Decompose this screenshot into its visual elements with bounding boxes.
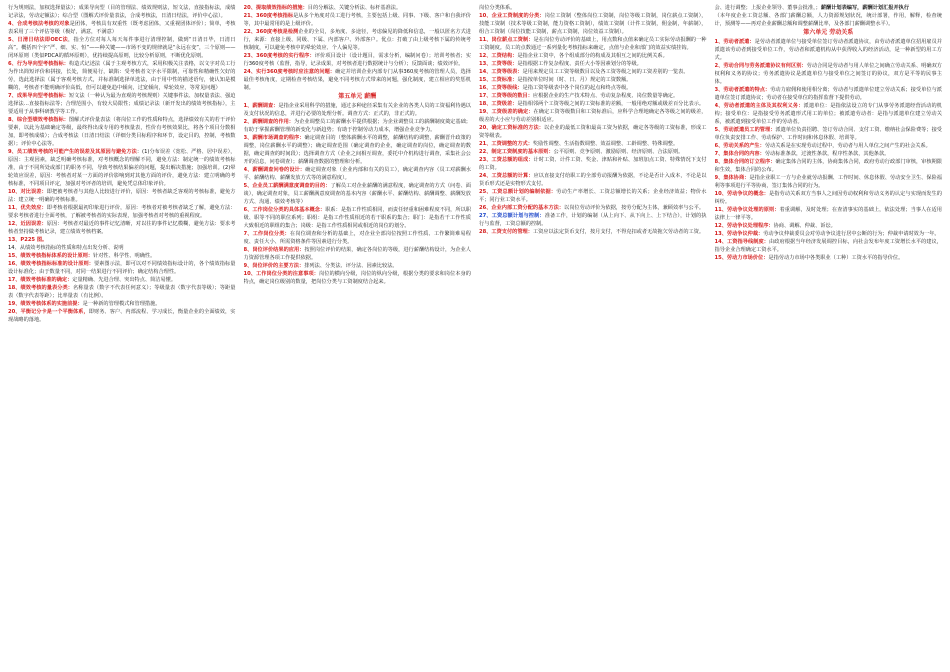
paragraph (8, 284, 236, 300)
paragraph-lead: 15、工资标准： (479, 77, 518, 83)
paragraph (479, 92, 707, 100)
paragraph-body: 着重调解，及时处理；在查清事实的基础上，依法处理；当事人在适用法律上一律平等。 (714, 207, 942, 221)
paragraph-body: 是指工资等级表中各个岗位的起点和终点等级。 (522, 85, 632, 91)
paragraph-lead: 12、近因误差： (8, 221, 47, 227)
paragraph-body: 即财务、客户、内部流程、学习成长，衡量企业的全面绩效，实现战略的落地。 (8, 309, 236, 323)
paragraph-lead: 7、集体合同的内容： (714, 151, 765, 157)
paragraph (479, 148, 707, 156)
paragraph (8, 148, 236, 188)
paragraph-lead: 4、劳动者派遣的主体及其权利义务： (714, 103, 804, 109)
paragraph-body: 派遣单位负责招聘、签订劳动合同、支付工资、缴纳社会保险费等；接受单位负责安排工作、劳动保护、工作时间和休息休假、培训等。 (714, 127, 942, 141)
paragraph (715, 254, 943, 262)
paragraph-body: 按照岗位评价的结果，确定各岗位的等级，进行薪酬结构设计，为企业人力资源管理各项工作提供依据。 (243, 247, 471, 261)
paragraph-body: 劳动力雇佣和使用相分离；劳动者与派遣单位建立劳动关系；接受单位与派遣单位签订派遣协议；劳动者在接受单位的指挥监督下提供劳动。 (714, 87, 942, 101)
paragraph (479, 228, 707, 236)
paragraph (244, 118, 472, 134)
paragraph (244, 28, 472, 52)
paragraph (479, 76, 707, 84)
paragraph-body: 评价项目设计（设计题目，需求分析，编制问卷）；培训考核者；实行360度考核（监督，指导，记录成果，对考核者进行数据统计与分析）；反馈面谈；绩效评价。 (243, 53, 471, 67)
paragraph (715, 142, 943, 150)
paragraph-lead: 14、工资指导线制度： (714, 239, 769, 245)
paragraph-body: 准备工作，计划的编制（从上向下、从下向上、上下结合），计划的执行与监督，工资总额的控制。 (479, 213, 707, 227)
section-heading: 第六单元 劳动关系 (803, 29, 854, 36)
text-column-4 (715, 4, 943, 668)
paragraph-body: 在岗位调查和分析的基础上，对企业全部岗位按照工作性质、工作繁简难易程度、责任大小、所需资格条件等因素进行分类。 (243, 231, 471, 245)
paragraph-lead: 4、合成考核法考核的对象 (8, 21, 70, 27)
paragraph-lead: 26、企业内部工资分配的基本方法： (479, 205, 565, 211)
paragraph-lead: 20、提取绩效指标的措施： (243, 5, 308, 11)
paragraph-lead: 岗位分类体系。 (479, 5, 516, 11)
paragraph-body: 劳动合同是劳动者与用人单位之间确立劳动关系、明确双方权利和义务的协议；劳务派遣协议是派遣单位与接受单位之间签订的协议，双方是平等的民事主体。 (714, 63, 942, 85)
paragraph-body: 了解员工对企业薪酬的满意程度，确定调查的方式（问卷、面谈），确定调查对象，员工薪酬满意度调查的基本内容（薪酬水平、薪酬结构、薪酬调整、薪酬发放方式、沟通、绩效考核等） (243, 183, 471, 205)
paragraph (244, 68, 472, 92)
paragraph-lead: 23、360度考核的实行程序： (243, 53, 315, 59)
paragraph (244, 206, 472, 230)
paragraph (479, 204, 707, 212)
paragraph-lead: 20、平衡记分卡是一个平衡体系， (8, 309, 89, 315)
paragraph (715, 206, 943, 222)
paragraph-body: 为企业调整员工的薪酬水平提供根据；为企业调整员工的薪酬制度奠定基础；有助于掌握薪酬管理的新变化与新趋势；有助于控制劳动力成本，增强企业竞争力。 (243, 119, 471, 133)
paragraph (715, 158, 943, 174)
paragraph-lead: 15、劳动力市场价位： (714, 255, 769, 261)
paragraph (8, 20, 236, 36)
paragraph (244, 12, 472, 28)
paragraph-body: 目的分解法、关键分析法、标杆基准法。 (307, 5, 402, 11)
paragraph-body: 应根据企业的生产技术特点、劳动复杂程度、岗位数量等确定。 (532, 93, 679, 99)
paragraph-body: 由政府根据当年经济发展调控目标，向社会发布年度工资增长水平的建议，指导企业合理确定工资水平。 (714, 239, 942, 253)
paragraph-body: 要素图示法，即可以对不同绩效指标设计的，各个绩效指标量设计标准化；由于数量不同，对同一结果进行不同评价；确定结构合理性。 (8, 261, 236, 275)
paragraph-lead: 会、进行调整；上报企业领导、董事会批准，； (714, 5, 821, 11)
text-column-3 (479, 4, 707, 668)
paragraph (244, 134, 472, 166)
paragraph-lead: 9、集体协商： (714, 175, 750, 181)
paragraph (244, 182, 472, 206)
paragraph-lead: 11、优先效应： (8, 205, 47, 211)
paragraph-lead: 8、岗位评价结果的应用： (243, 247, 305, 253)
paragraph (715, 62, 943, 86)
paragraph-lead: 7、工作岗位分类： (243, 231, 290, 237)
paragraph-lead: 1、薪酬调查： (243, 103, 279, 109)
paragraph (479, 188, 707, 204)
paragraph-body: 是指企业职工一方与企业就劳动报酬、工作时间、休息休假、劳动安全卫生、保险福利等事项进行平等协商，签订集体合同的行为。 (714, 175, 942, 189)
paragraph-lead: 6、劳动关系的产生： (714, 143, 765, 149)
paragraph-lead: 24、实行360度考核时应注意的问题： (243, 69, 336, 75)
paragraph-lead: 8、集体合同的订立程序： (714, 159, 776, 165)
paragraph (715, 222, 943, 230)
paragraph-lead: 11、劳动争议处理的原则： (714, 207, 780, 213)
paragraph-body: 岗位工资制（整体岗位工资制，岗位等级工资制，岗位薪点工资制），技能工资制（技术等级工资制，能力资格工资制），绩效工资制（计件工资制，佣金制，年薪制），组合工资制（岗位技能工资制，薪点工资制，岗位效益工资制）。 (479, 13, 707, 35)
paragraph-body: 派遣单位：是指依法设立的专门从事劳务派遣经营活动的机构；接受单位：是指接受劳务派遣形式用工的单位；被派遣劳动者：是指与派遣单位建立劳动关系，被派遣到接受单位工作的劳动者。 (714, 103, 942, 125)
paragraph (479, 4, 707, 12)
paragraph-lead: 14、工资等级表： (479, 69, 523, 75)
paragraph (244, 270, 472, 286)
paragraph-body: 是指企业工资中，各个组成部分的构成及其相互之间的比例关系。 (517, 53, 668, 59)
paragraph (8, 236, 236, 244)
paragraph-body: 公平原则、竞争原则、激励原则、经济原则、合法原则。 (553, 149, 684, 155)
paragraph-lead: 1、劳动者派遣： (714, 39, 755, 45)
paragraph-lead: 10、劳动争议的概念： (714, 191, 769, 197)
paragraph-body: 奖励性调整、生活指数调整、效益调整、工龄调整、特殊调整。 (532, 141, 679, 147)
paragraph-lead: 3、劳动者派遣的特点： (714, 87, 771, 93)
paragraph-body: 原因：考核者对最近的事件记忆清晰，对以往的事件记忆模糊，避免方法：要求考核者坚持做考核记录，建立绩效考核档案。 (8, 221, 236, 235)
paragraph-lead: 13、劳动争议仲裁： (714, 231, 764, 237)
paragraph (8, 260, 236, 276)
paragraph-lead: 12、劳动争议处理程序： (714, 223, 774, 229)
paragraph-lead: 19、工资级差的确定： (479, 109, 534, 115)
paragraph-lead: 23、工资总额的组成： (479, 157, 534, 163)
paragraph-body: 应以直接支付给职工的全部劳动报酬为依据，不论是否计入成本，不论是以货币形式还是实物形式支付。 (479, 173, 707, 187)
paragraph-lead: 18、绩效考核的量表分类： (8, 285, 73, 291)
paragraph (479, 212, 707, 228)
paragraph-lead: 4、薪酬调查问卷的设计： (243, 167, 306, 173)
paragraph-body: 协商、调解、仲裁、诉讼。 (773, 223, 836, 229)
paragraph-lead: 9、岗位评价的主要方法： (243, 263, 305, 269)
paragraph-lead: 5、企业员工薪酬满意度调查的目的： (243, 183, 331, 189)
paragraph-body: 确定调查对象（企业内部和有关的员工），确定调查内容（员工对薪酬水平、薪酬结构、薪酬发放方式等的满意程度）。 (243, 167, 471, 181)
paragraph (8, 188, 236, 204)
section-heading: 第五单元 薪酬 (338, 93, 377, 100)
paragraph-lead: 16、工资等级线： (479, 85, 523, 91)
paragraph (8, 252, 236, 260)
paragraph-lead: 17、绩效考核标准的确定： (8, 277, 73, 283)
paragraph-body: 在确定工资等级数目和工资标准后，应科学合理地确定各等级之间的级差，级差的大小应与劳动差别相适应。 (479, 109, 707, 123)
paragraph (715, 38, 943, 62)
paragraph-lead: 18、工资级差： (479, 101, 518, 107)
paragraph-body: 排列法、分类法、评分法、因素比较法。 (304, 263, 398, 269)
paragraph-body: 是用来规定员工工资等级数目以及各工资等级之间的工资差别的一览表。 (522, 69, 689, 75)
paragraph-body: 即考核者根据最初印象进行评价，原因：考核者对被考核者缺乏了解，避免方法：要求考核者进行全面考核，了解被考核者的实际表现，加强考核者对考核的重视程度。 (8, 205, 236, 219)
paragraph (479, 12, 707, 36)
paragraph-body: 定量精确、先进合理、突出特点、简洁易懂。 (72, 277, 177, 283)
paragraph-lead: 13、工资等级： (479, 61, 518, 67)
paragraph (8, 92, 236, 116)
paragraph (479, 124, 707, 140)
paragraph (244, 52, 472, 68)
paragraph-body: 是指劳动力市场中各类职业（工种）工资水平的指导价位。 (768, 255, 904, 261)
paragraph-body: 名称量表（数字不代表任何意义）；等级量表（数字代表等级）；等距量表（数字代表等距）；比率量表（有比例）。 (8, 285, 236, 299)
paragraph-body: 是指根据工作复杂程度、责任大小等因素划分的等级。 (517, 61, 642, 67)
paragraph-lead: 22、制定工资制度的基本原则： (479, 149, 554, 155)
paragraph-lead: 6、行为导向型考核指标： (8, 61, 69, 67)
paragraph-lead: 6、工作岗位分类的具体基本概念： (243, 207, 326, 213)
paragraph (479, 100, 707, 108)
paragraph-lead: 20、确定工资标准的方法： (479, 125, 544, 131)
paragraph-body: 计时工资、计件工资、奖金、津贴和补贴、加班加点工资、特殊情况下支付的工资。 (479, 157, 707, 171)
paragraph (479, 156, 707, 172)
paragraph-body: 是劳动者派遣单位与接受单位签订劳动者派遣协议，由劳动者派遣单位招用雇员并派遣该劳动者到接受单位工作，劳动者和派遣机构从中获得收入的经济活动，是一种新型的用工方式。 (714, 39, 942, 61)
paragraph-lead: 15、绩效考核指标体系的设计原则： (8, 253, 94, 259)
paragraph (715, 86, 943, 102)
paragraph-body: 确定集体合同的主体，协商集体合同，政府劳动行政部门审核，审核期限和生效，集体合同的公布。 (714, 159, 942, 173)
paragraph (715, 102, 943, 126)
paragraph-body: ：(1)分布误差（宽松、严格、居中误差），原因：主观因素，缺乏明确考核标准，对考核概念的理解不同，避免方法：制定统一的绩效考核标准，由于不同所处或部门的职务不同，导致考核结果偏差的问题，提出解决措施；加强培训。(2)晕轮效应误差，原因：考核者对某一方面的评价影响到对其他方面的评价，避免方法：建立明确的考核标准，不同项目评定，加强对考评者的培训，避免凭总体印象评价。 (8, 149, 236, 187)
paragraph-lead: 3、薪酬市场调查的程序： (243, 135, 305, 141)
paragraph-emphasis: 薪酬计划表编写，薪酬计划汇报并执行 (820, 5, 910, 11)
paragraph-lead: 14、从绩效考核指标的性质和特点出发分析、说明 (8, 245, 124, 251)
paragraph-lead: 5、劳动派遣员工的管理： (714, 127, 776, 133)
paragraph-body: 确定调查目的（整体薪酬水平的调整，薪酬结构的调整，薪酬晋升政策的调整，岗位薪酬水平的调整）；确定调查范围（确定调查的企业，确定调查的岗位，确定调查的数据，确定调查的时间段）；选择调查方式（企业之间相互调查，委托中介机构进行调查，采集社会公开的信息，问卷调查）；薪酬调查数据的整理和分析。 (243, 135, 471, 165)
paragraph-lead: 10、企业工资制度的分类： (479, 13, 545, 19)
paragraph (479, 60, 707, 68)
paragraph-body: 以企业的最低工资和最高工资为依据，确定各等级的工资标准，形成工资等级表。 (479, 125, 707, 139)
paragraph-lead: 19、绩效考核体系的实施前提： (8, 301, 83, 307)
paragraph (8, 244, 236, 252)
paragraph (8, 4, 236, 20)
paragraph (715, 230, 943, 238)
paragraph-body: 是一种新的管理模式和管理措施。 (82, 301, 161, 307)
paragraph (244, 230, 472, 246)
paragraph (8, 204, 236, 220)
paragraph (715, 126, 943, 142)
paragraph-lead: 2、劳动合同与劳务派遣协议有何区别： (714, 63, 807, 69)
paragraph (8, 220, 236, 236)
paragraph (479, 52, 707, 60)
paragraph-lead: 11、岗位薪点工资制： (479, 37, 534, 43)
paragraph-body: 针对性、科学性、明确性。 (93, 253, 156, 259)
paragraph (8, 36, 236, 60)
paragraph (715, 4, 943, 12)
paragraph-lead: 21、360度考核指标 (243, 13, 294, 19)
paragraph-body: 是在岗位劳动评价的基础上，用点数和点值来确定员工实际劳动报酬的一种工资制度。员工的点数通过一系列量化考核指标来确定，点值与企业和部门的效益实绩挂钩。 (479, 37, 707, 51)
paragraph-lead: 9、员工绩效考核的可能产生的误差及其原因与避免方法 (8, 149, 137, 155)
paragraph-lead: 2、薪酬调查的作用： (243, 119, 294, 125)
paragraph (479, 36, 707, 52)
paragraph-body: 企业的全员，多角度、多途径，考虑偏见的降低和信息，一般以匿名方式进行，来源：直接上级、同级、下属、内部客户、外部客户。优点：打破了由上级考核下属的传统考核制度，可以避免考核中的晕轮效应、个人偏见等。 (243, 29, 471, 51)
paragraph-body: 劳动关系是在实现劳动过程中，劳动者与用人单位之间产生的社会关系。 (764, 143, 931, 149)
paragraph (8, 60, 236, 92)
paragraph-lead: 16、绩效考核指标标准的设计原则： (8, 261, 94, 267)
paragraph-body: 即把被考核者与其他人比较进行评价，原因：考核者缺乏客观的考核标准，避免方法：建立统一明确的考核标准。 (8, 189, 236, 203)
paragraph-lead: 27、工资总额计划与控制： (479, 213, 545, 219)
paragraph-body: 劳动争议仲裁委员会对劳动争议进行居中公断的行为；仲裁申请时效为一年。 (763, 231, 940, 237)
paragraph (244, 246, 472, 262)
paragraph-body: 是团体，考核具有双重性（既考虑团体，又重视团体评价）；简单，考核表采用了三个评估等级（极好，满意，不满意） (8, 21, 236, 35)
paragraph-body: 是指劳动关系双方当事人之间因劳动权利和劳动义务的认定与实现而发生的纠纷。 (714, 191, 942, 205)
paragraph-body: 是从多个角度对员工进行考核，主要包括上级、同事、下级、客户和自我评价等，其中最常用的是上级评价。 (243, 13, 471, 27)
paragraph (715, 12, 943, 28)
paragraph-lead: （本年度企业工资总额、各部门薪酬总额，人力资源规划状况，统计部署，作用，解释，检查统计，预测等——再对企业薪酬总额和调整薪酬比率，及各部门薪酬调整水平）。 (714, 13, 942, 27)
paragraph (715, 238, 943, 254)
paragraph-body: 图解式评价量表法（将岗位工作的性质和特点，选择绩效有关的若干评价要素，以此为基础确定等级，最终得出成专用的考核量表，性价有考核效果比，将各个项目分数相加，即考核成绩）；合成考核法（日清日结法（详细分类目标程序和环节，设定目的，控制，考核数据）；评价中心法等。 (8, 117, 236, 147)
paragraph-body: 是指按单位时间（时、日、月）规定的工资数额。 (517, 77, 632, 83)
paragraph-body: 以岗位劳动评价为依据，按劳分配为主体，兼顾效率与公平。 (564, 205, 705, 211)
paragraph-body: 岗位的横向分级，岗位的纵向分级，根据分类的要求和岗位本身的特点，确定岗位级别的数量，把岗位分类与工资制度结合起来。 (243, 271, 471, 285)
paragraph (8, 300, 236, 308)
paragraph-body: 构造式记述法（属于主观考核方式，采用积极关注表格，以文字对员工行为作出简短评价和拼接，长处，简便易行，缺陷：受考核者文字水平限制，可靠性和精确性欠好的劳，选此选择法（属于客观考核方式，并标准制选择单选法，由于用中性的描述语句，使认知是模糊的，考核者不能明确评价高低，但可以避免趋中倾向，过宽倾向，晕轮效应，等常见问题） (8, 61, 236, 91)
paragraph-lead: 28、工资支付的管理： (479, 229, 533, 235)
paragraph (8, 308, 236, 324)
document-columns (8, 4, 942, 668)
paragraph (715, 174, 943, 190)
paragraph-lead: 24、工资总额的计算： (479, 173, 534, 179)
paragraph-body: ，指全方位对每人每天每件事进行清理控制，做到“日清日毕，日清日高”。概括四个字“严、细、实、恒”——种关键——市场不变的规律就是“永远在变”，三个原则——闭环原则（类似PDCA的循环原则），优持续提高原则，比较分析原则，不断优化原则。 (8, 37, 236, 59)
paragraph (479, 68, 707, 76)
paragraph-lead: 17、工资等级的数目： (479, 93, 533, 99)
paragraph-body: 劳动标准条款，过渡性条款，程序性条款，其他条款。 (764, 151, 890, 157)
paragraph-body: 劳动生产率增长、工资总额增长的关系；企业经济效益；物价水平；同行业工资水平。 (479, 189, 707, 203)
paragraph (8, 116, 236, 148)
paragraph (244, 262, 472, 270)
paragraph-lead: 21、工资调整的方式： (479, 141, 533, 147)
paragraph (479, 172, 707, 188)
paragraph-lead: 12、工资结构： (479, 53, 518, 59)
paragraph (244, 4, 472, 12)
paragraph (479, 108, 707, 124)
paragraph (8, 276, 236, 284)
paragraph-lead: 行为规则法，加权选择量法）；成果导向型（目的管理法、绩效规则法，短文法，直接指标法，成绩记录法，劳动定额法）；综合型（图解式评价量表法，合成考核法，日清日结法，评价中心法）。 (8, 5, 236, 19)
paragraph (479, 140, 707, 148)
paragraph-lead: 10、工作岗位分类的注意事项： (243, 271, 319, 277)
paragraph-lead: 25、工资总额计划的编制依据： (479, 189, 557, 195)
paragraph (715, 190, 943, 206)
paragraph-body: 确定并培训企业内部专门从事360度考核的管理人员，选择最佳考核角度，定期检查考核结果，避免不同考核方式带来的问题，强化制度，建立相应的奖惩机制。 (243, 69, 471, 91)
paragraph-body: 短文法（一种认为最为直观的考核规则）关键事件法、加权量表法、强迫选择法…直接指标法等；合理范围小，有较大局限性；成绩记录法（新开发出的绩效考核指标），主要适用于从事科研教学等工作。 (8, 93, 236, 115)
paragraph-lead: 13、P225 图。 (8, 237, 48, 243)
paragraph-lead: 5、日清日结法即OEC法 (8, 37, 68, 43)
paragraph-lead: 8、综合型绩效考核指标： (8, 117, 69, 123)
paragraph (479, 84, 707, 92)
paragraph-body: 工资应以法定货币支付，按月支付，不得克扣或者无故拖欠劳动者的工资。 (532, 229, 705, 235)
text-column-2 (244, 4, 472, 668)
paragraph-body: 是指企业采用科学的措施，通过多种途径采集有关企业的各类人员的工资福利待遇以及支付状况的信息，并进行必要的处理分析。调查方式：正式的，非正式的。 (243, 103, 471, 117)
paragraph-lead: 7、成果导向型考核指标： (8, 93, 69, 99)
paragraph-body: 是指相邻两个工资等级之间的工资标准的差额，一般用绝对额或级差百分比表示。 (517, 101, 705, 107)
paragraph-body: 职系：是指工作性质相同，而责任轻重和困难程度不同，所以职级、职等不同的职位系列；职组：是指工作性质相近的若干职系的集合；职门：是指若干工作性质大致相近的职组的集合；岗级：是指工作性质相同或相近的岗位的划分。 (243, 207, 471, 229)
paragraph (244, 166, 472, 182)
paragraph (244, 102, 472, 118)
paragraph (715, 150, 943, 158)
text-column-1 (8, 4, 236, 668)
paragraph-lead: 22、360度考核是检测 (243, 29, 299, 35)
paragraph-lead: 10、对比误差： (8, 189, 47, 195)
